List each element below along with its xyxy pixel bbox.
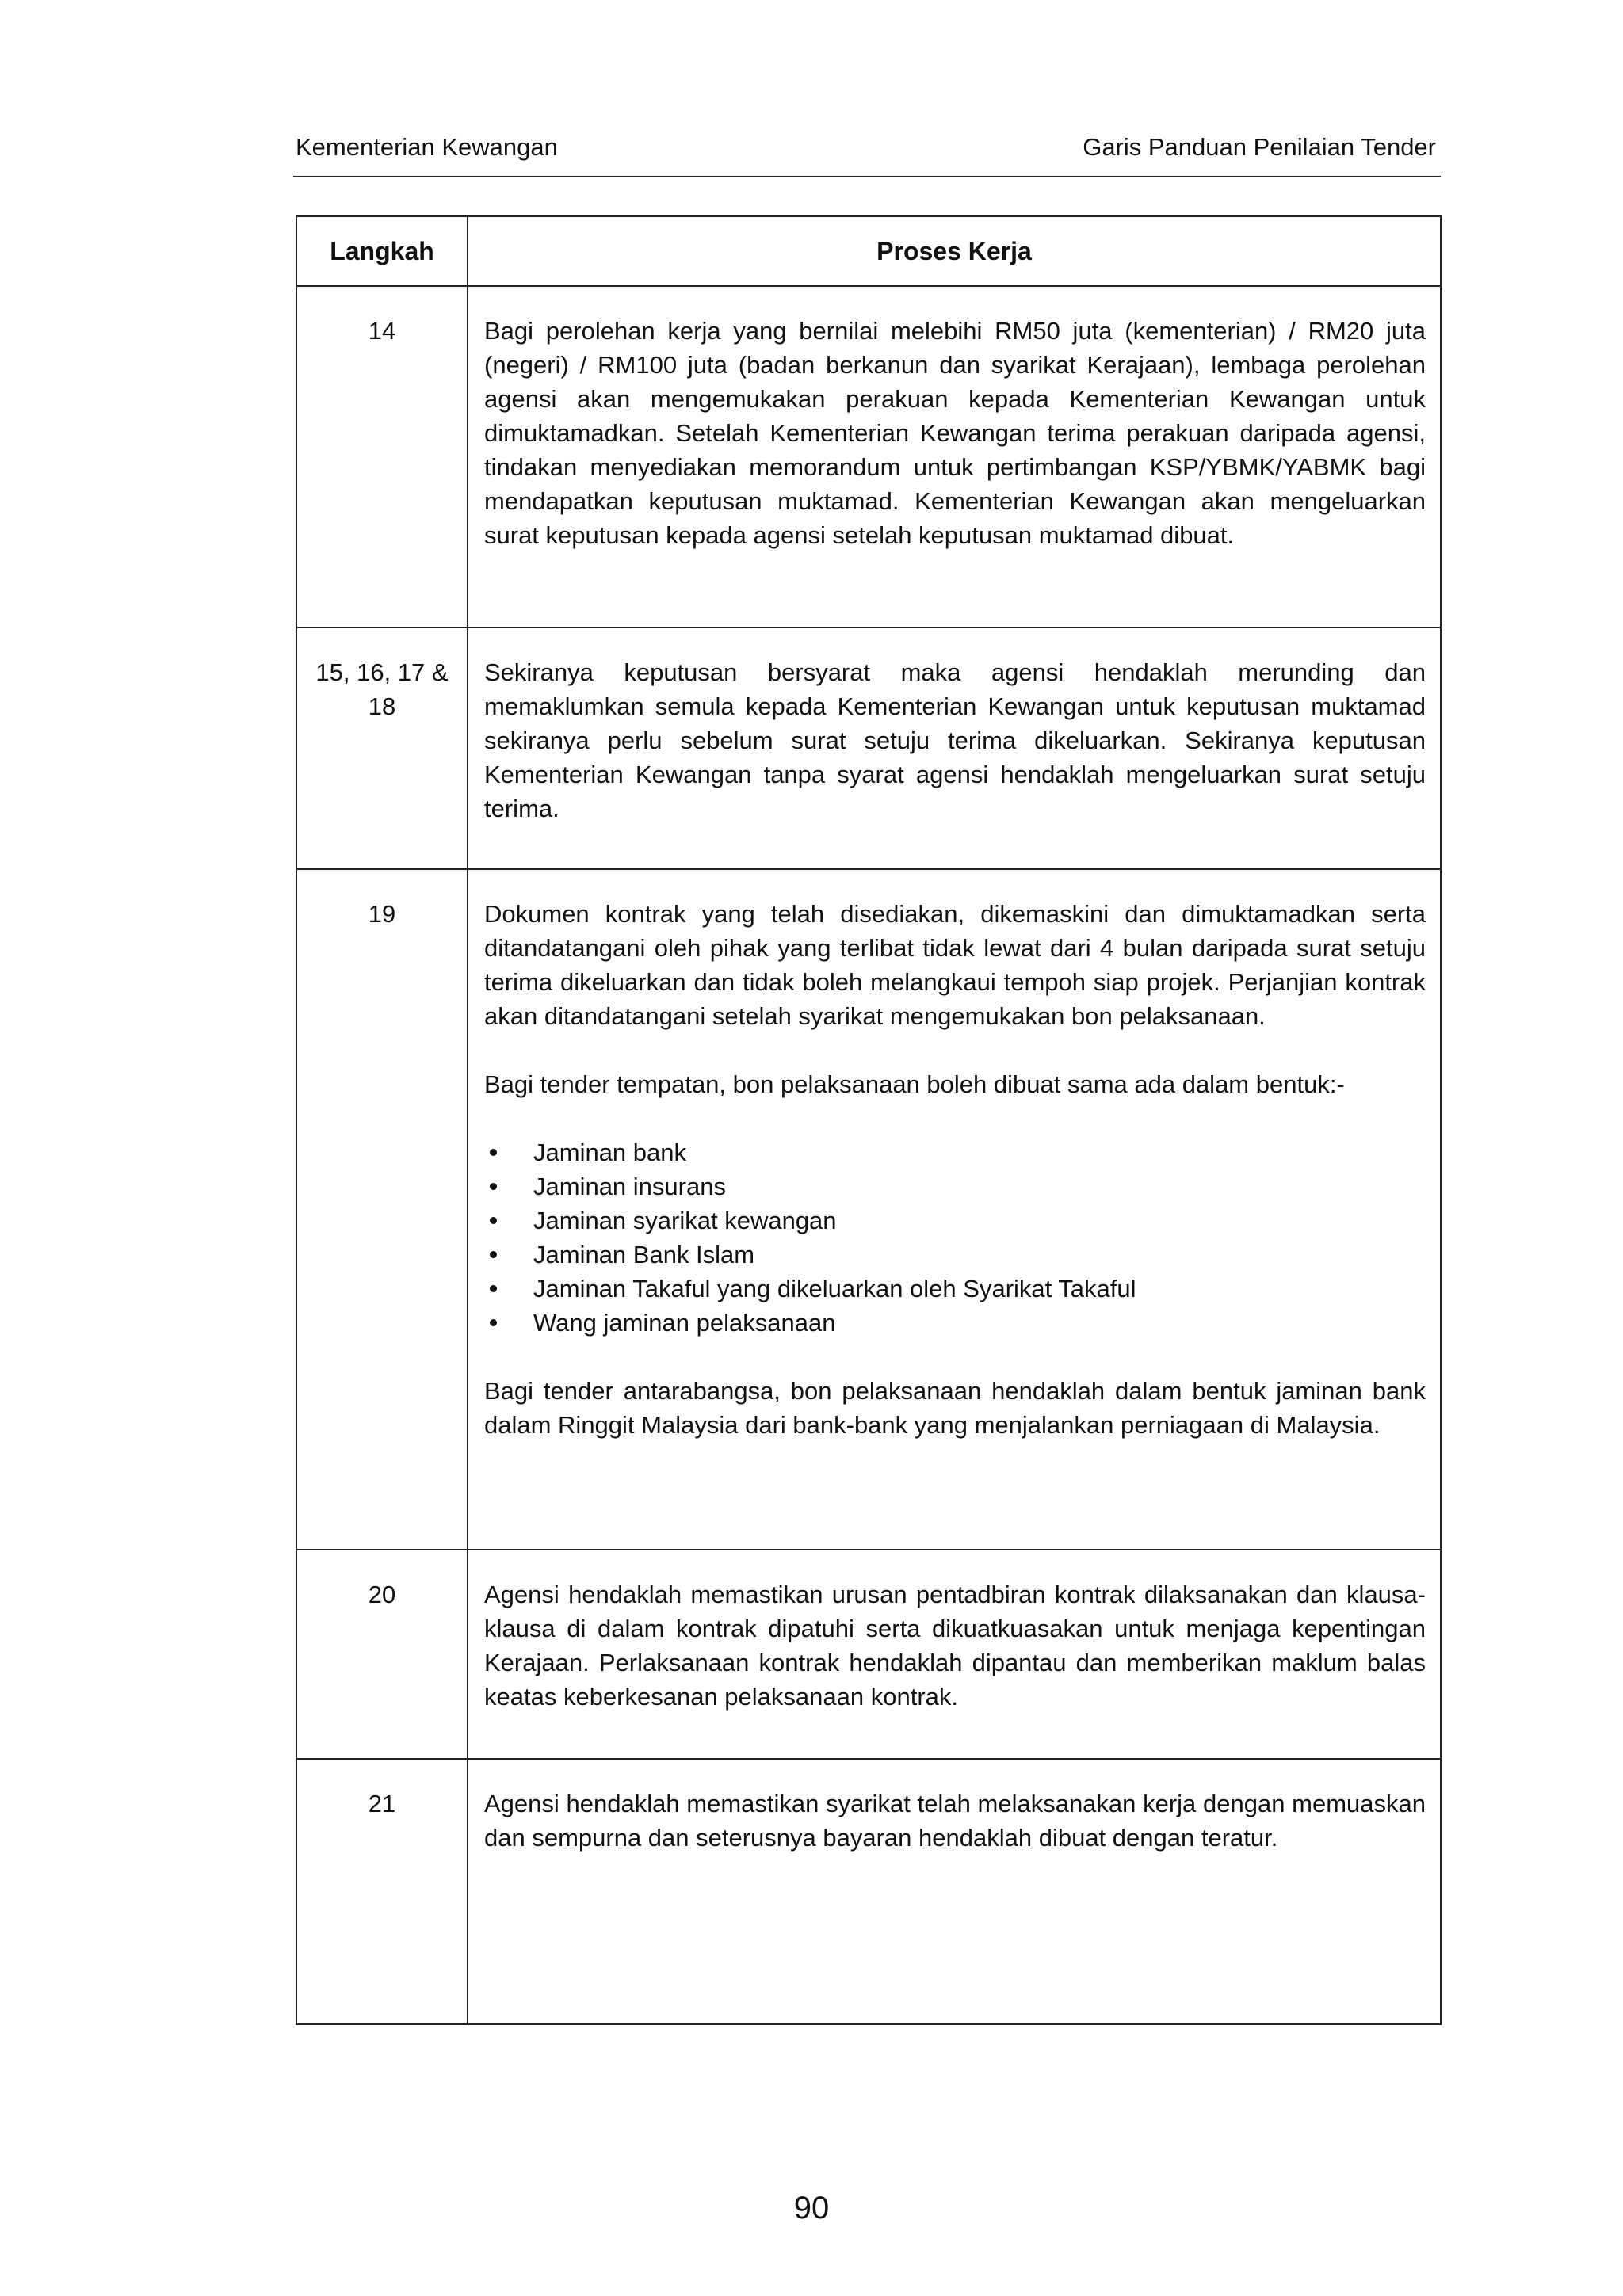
table-row (296, 869, 1441, 1550)
process-description (468, 627, 1441, 869)
header-ministry: Kementerian Kewangan (296, 133, 558, 161)
paragraph: Bagi tender tempatan, bon pelaksanaan boleh dibuat sama ada dalam bentuk:- (484, 1070, 1345, 1098)
step-number (296, 627, 468, 869)
process-description (468, 1759, 1441, 2024)
paragraph: Dokumen kontrak yang telah disediakan, dikemaskini dan dimuktamadkan serta ditandatangani oleh pihak yang terlibat tidak lewat dari 4 bulan daripada surat setuju terima dikeluarkan dan tidak boleh melangkaui tempoh siap projek. Perjanjian kontrak akan ditandatangani setelah syarikat mengemukakan bon pelaksanaan. (484, 900, 1426, 1030)
step-number-text: 15, 16, 17 & 18 (315, 658, 449, 720)
list-item: Jaminan insurans (533, 1169, 1426, 1203)
list-item: Jaminan bank (533, 1135, 1426, 1169)
page-number: 90 (793, 2191, 830, 2225)
paragraph: Bagi tender antarabangsa, bon pelaksanaan hendaklah dalam bentuk jaminan bank dalam Ringgit Malaysia dari bank-bank yang menjalankan perniagaan di Malaysia. (484, 1377, 1426, 1439)
list-item: Jaminan Takaful yang dikeluarkan oleh Syarikat Takaful (533, 1272, 1426, 1306)
process-description (468, 1550, 1441, 1759)
header-document-title: Garis Panduan Penilaian Tender (1083, 133, 1436, 161)
column-header-step: Langkah (296, 216, 468, 286)
table-row (296, 627, 1441, 869)
process-table (296, 215, 1442, 2025)
bond-form-list (484, 1135, 1426, 1340)
step-number: 19 (296, 869, 468, 1550)
column-header-process: Proses Kerja (468, 216, 1441, 286)
process-description (468, 869, 1441, 1550)
table-row (296, 1550, 1441, 1759)
step-number: 14 (296, 286, 468, 627)
paragraph: Bagi perolehan kerja yang bernilai melebihi RM50 juta (kementerian) / RM20 juta (negeri) / RM100 juta (badan berkanun dan syarikat Kerajaan), lembaga perolehan agensi akan mengemukakan perakuan kepada Kementerian Kewangan untuk dimuktamadkan. Setelah Kementerian Kewangan terima perakuan daripada agensi, tindakan menyediakan memorandum untuk pertimbangan KSP/YBMK/YABMK bagi mendapatkan keputusan muktamad. Kementerian Kewangan akan mengeluarkan surat keputusan kepada agensi setelah keputusan muktamad dibuat. (484, 317, 1426, 549)
list-item: Jaminan syarikat kewangan (533, 1203, 1426, 1238)
step-number: 20 (296, 1550, 468, 1759)
table-header-row (296, 216, 1441, 286)
paragraph: Agensi hendaklah memastikan syarikat telah melaksanakan kerja dengan memuaskan dan sempurna dan seterusnya bayaran hendaklah dibuat dengan teratur. (484, 1790, 1426, 1852)
page-header (293, 128, 1441, 177)
process-description (468, 286, 1441, 627)
paragraph: Agensi hendaklah memastikan urusan pentadbiran kontrak dilaksanakan dan klausa-klausa di dalam kontrak dipatuhi serta dikuatkuasakan untuk menjaga kepentingan Kerajaan. Perlaksanaan kontrak hendaklah dipantau dan memberikan maklum balas keatas keberkesanan pelaksanaan kontrak. (484, 1581, 1426, 1711)
paragraph: Sekiranya keputusan bersyarat maka agensi hendaklah merunding dan memaklumkan semula kepada Kementerian Kewangan untuk keputusan muktamad sekiranya perlu sebelum surat setuju terima dikeluarkan. Sekiranya keputusan Kementerian Kewangan tanpa syarat agensi hendaklah mengeluarkan surat setuju terima. (484, 658, 1426, 822)
table-row (296, 1759, 1441, 2024)
step-number: 21 (296, 1759, 468, 2024)
list-item: Jaminan Bank Islam (533, 1238, 1426, 1272)
list-item: Wang jaminan pelaksanaan (533, 1306, 1426, 1340)
table-row (296, 286, 1441, 627)
